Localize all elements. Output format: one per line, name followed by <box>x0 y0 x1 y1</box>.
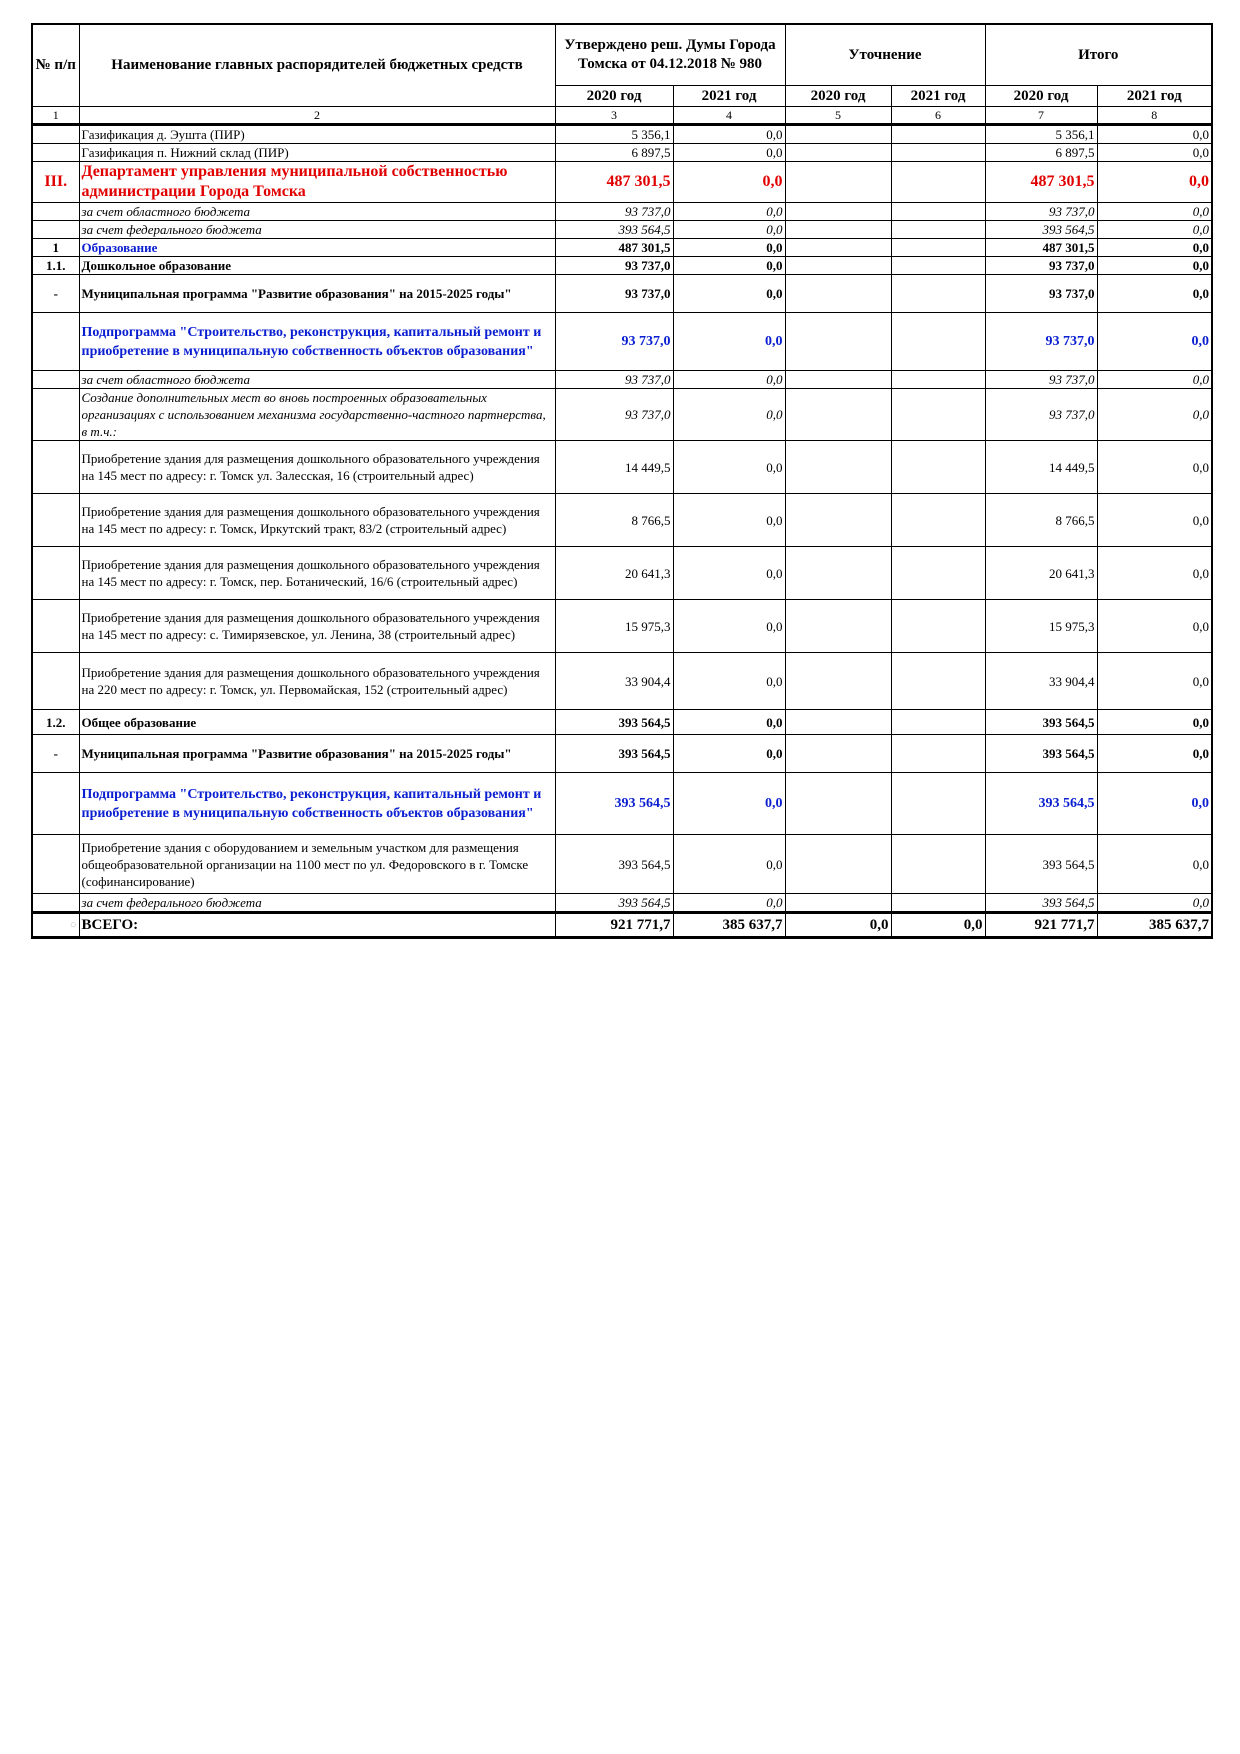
value-clarify-2020 <box>785 313 891 371</box>
column-number: 3 <box>555 107 673 125</box>
column-number: 7 <box>985 107 1097 125</box>
value-clarify-2020 <box>785 275 891 313</box>
value-total-2020: 393 564,5 <box>985 773 1097 835</box>
row-name: Образование <box>79 239 555 257</box>
budget-table <box>31 23 1213 939</box>
col-header-clarify: Уточнение <box>785 24 985 86</box>
value-clarify-2020 <box>785 835 891 894</box>
row-name: за счет областного бюджета <box>79 371 555 389</box>
value-approved-2021: 0,0 <box>673 710 785 735</box>
value-total-2020: 20 641,3 <box>985 547 1097 600</box>
value-clarify-2021 <box>891 239 985 257</box>
table-row <box>32 600 1212 653</box>
table-row-section <box>32 257 1212 275</box>
row-num: 1.1. <box>32 257 79 275</box>
value-approved-2020: 393 564,5 <box>555 835 673 894</box>
row-name: Приобретение здания для размещения дошкольного образовательного учреждения на 145 мест по адресу: с. Тимирязевское, ул. Ленина, 38 (строительный адрес) <box>79 600 555 653</box>
row-name: Приобретение здания для размещения дошкольного образовательного учреждения на 145 мест по адресу: г. Томск, Иркутский тракт, 83/2 (строительный адрес) <box>79 494 555 547</box>
value-total-2021: 0,0 <box>1097 494 1212 547</box>
column-number: 4 <box>673 107 785 125</box>
value-approved-2021: 0,0 <box>673 203 785 221</box>
total-clarify-2021: 0,0 <box>891 913 985 938</box>
total-label: ВСЕГО: <box>79 913 555 938</box>
value-total-2021: 0,0 <box>1097 389 1212 441</box>
value-approved-2021: 0,0 <box>673 257 785 275</box>
value-total-2020: 393 564,5 <box>985 710 1097 735</box>
value-approved-2020: 14 449,5 <box>555 441 673 494</box>
value-approved-2021: 0,0 <box>673 653 785 710</box>
table-row-program <box>32 275 1212 313</box>
value-approved-2021: 0,0 <box>673 162 785 203</box>
row-name: Муниципальная программа "Развитие образования" на 2015-2025 годы" <box>79 735 555 773</box>
total-clarify-2020: 0,0 <box>785 913 891 938</box>
value-total-2020: 487 301,5 <box>985 162 1097 203</box>
value-approved-2021: 0,0 <box>673 894 785 913</box>
value-total-2021: 0,0 <box>1097 275 1212 313</box>
row-name: Муниципальная программа "Развитие образования" на 2015-2025 годы" <box>79 275 555 313</box>
value-clarify-2020 <box>785 389 891 441</box>
value-total-2020: 15 975,3 <box>985 600 1097 653</box>
value-clarify-2020 <box>785 125 891 144</box>
column-number: 5 <box>785 107 891 125</box>
value-clarify-2021 <box>891 773 985 835</box>
value-total-2020: 5 356,1 <box>985 125 1097 144</box>
value-total-2021: 0,0 <box>1097 600 1212 653</box>
row-num <box>32 144 79 162</box>
value-clarify-2020 <box>785 162 891 203</box>
value-clarify-2021 <box>891 203 985 221</box>
value-total-2020: 93 737,0 <box>985 313 1097 371</box>
row-num <box>32 894 79 913</box>
value-approved-2021: 0,0 <box>673 313 785 371</box>
row-name: Приобретение здания для размещения дошкольного образовательного учреждения на 145 мест по адресу: г. Томск ул. Залесская, 16 (строительный адрес) <box>79 441 555 494</box>
table-row <box>32 653 1212 710</box>
value-clarify-2021 <box>891 162 985 203</box>
value-total-2021: 0,0 <box>1097 547 1212 600</box>
table-row <box>32 125 1212 144</box>
table-row <box>32 441 1212 494</box>
value-approved-2020: 393 564,5 <box>555 221 673 239</box>
row-name: Газификация д. Эушта (ПИР) <box>79 125 555 144</box>
value-approved-2020: 487 301,5 <box>555 162 673 203</box>
value-total-2020: 93 737,0 <box>985 257 1097 275</box>
table-row-department <box>32 162 1212 203</box>
value-clarify-2020 <box>785 773 891 835</box>
value-approved-2020: 93 737,0 <box>555 389 673 441</box>
value-clarify-2021 <box>891 257 985 275</box>
value-total-2020: 393 564,5 <box>985 735 1097 773</box>
value-approved-2020: 93 737,0 <box>555 371 673 389</box>
value-total-2021: 0,0 <box>1097 441 1212 494</box>
col-header-approved-2020: 2020 год <box>555 86 673 107</box>
budget-table-sheet <box>31 23 1211 939</box>
value-approved-2020: 393 564,5 <box>555 894 673 913</box>
row-num: III. <box>32 162 79 203</box>
row-num: 1 <box>32 239 79 257</box>
value-clarify-2021 <box>891 835 985 894</box>
value-clarify-2021 <box>891 144 985 162</box>
value-approved-2020: 33 904,4 <box>555 653 673 710</box>
table-row <box>32 494 1212 547</box>
value-approved-2021: 0,0 <box>673 239 785 257</box>
col-header-num: № п/п <box>32 24 79 107</box>
value-approved-2021: 0,0 <box>673 221 785 239</box>
total-approved-2020: 921 771,7 <box>555 913 673 938</box>
value-approved-2020: 20 641,3 <box>555 547 673 600</box>
value-approved-2021: 0,0 <box>673 125 785 144</box>
row-num <box>32 389 79 441</box>
column-number: 2 <box>79 107 555 125</box>
value-clarify-2020 <box>785 441 891 494</box>
value-approved-2021: 0,0 <box>673 494 785 547</box>
total-total-2021: 385 637,7 <box>1097 913 1212 938</box>
value-total-2020: 93 737,0 <box>985 203 1097 221</box>
value-approved-2021: 0,0 <box>673 600 785 653</box>
table-row-section <box>32 710 1212 735</box>
value-approved-2021: 0,0 <box>673 144 785 162</box>
value-total-2020: 33 904,4 <box>985 653 1097 710</box>
row-num <box>32 600 79 653</box>
row-num <box>32 547 79 600</box>
value-clarify-2020 <box>785 494 891 547</box>
row-name: Подпрограмма "Строительство, реконструкция, капитальный ремонт и приобретение в муниципальную собственность объектов образования" <box>79 313 555 371</box>
value-total-2021: 0,0 <box>1097 894 1212 913</box>
total-approved-2021: 385 637,7 <box>673 913 785 938</box>
value-clarify-2020 <box>785 144 891 162</box>
row-name: Приобретение здания с оборудованием и земельным участком для размещения общеобразовательной организации на 1100 мест по ул. Федоровского в г. Томске (софинансирование) <box>79 835 555 894</box>
row-num <box>32 441 79 494</box>
value-clarify-2020 <box>785 371 891 389</box>
row-name: за счет федерального бюджета <box>79 894 555 913</box>
value-approved-2021: 0,0 <box>673 371 785 389</box>
value-total-2021: 0,0 <box>1097 710 1212 735</box>
col-header-total-2020: 2020 год <box>985 86 1097 107</box>
value-clarify-2020 <box>785 894 891 913</box>
value-clarify-2021 <box>891 275 985 313</box>
table-row-subprogram <box>32 313 1212 371</box>
value-approved-2021: 0,0 <box>673 735 785 773</box>
table-row-section <box>32 239 1212 257</box>
row-name: Создание дополнительных мест во вновь построенных образовательных организациях с использованием механизма государственно-частного партнерства, в т.ч.: <box>79 389 555 441</box>
value-clarify-2021 <box>891 600 985 653</box>
value-total-2021: 0,0 <box>1097 239 1212 257</box>
row-num <box>32 773 79 835</box>
col-header-name: Наименование главных распорядителей бюджетных средств <box>79 24 555 107</box>
value-clarify-2020 <box>785 653 891 710</box>
table-row-program <box>32 735 1212 773</box>
value-clarify-2020 <box>785 239 891 257</box>
value-clarify-2020 <box>785 257 891 275</box>
value-clarify-2021 <box>891 441 985 494</box>
value-clarify-2020 <box>785 735 891 773</box>
value-approved-2021: 0,0 <box>673 835 785 894</box>
value-total-2021: 0,0 <box>1097 162 1212 203</box>
table-row <box>32 547 1212 600</box>
value-total-2020: 393 564,5 <box>985 221 1097 239</box>
value-total-2021: 0,0 <box>1097 125 1212 144</box>
value-total-2021: 0,0 <box>1097 203 1212 221</box>
value-approved-2020: 487 301,5 <box>555 239 673 257</box>
row-name: Газификация п. Нижний склад (ПИР) <box>79 144 555 162</box>
row-num <box>32 125 79 144</box>
value-approved-2021: 0,0 <box>673 773 785 835</box>
table-row <box>32 203 1212 221</box>
table-row <box>32 894 1212 913</box>
value-approved-2021: 0,0 <box>673 389 785 441</box>
value-clarify-2021 <box>891 313 985 371</box>
value-approved-2020: 393 564,5 <box>555 773 673 835</box>
value-approved-2020: 93 737,0 <box>555 203 673 221</box>
value-approved-2020: 93 737,0 <box>555 313 673 371</box>
value-clarify-2021 <box>891 547 985 600</box>
value-approved-2020: 6 897,5 <box>555 144 673 162</box>
value-clarify-2020 <box>785 710 891 735</box>
value-approved-2021: 0,0 <box>673 441 785 494</box>
table-row-subprogram <box>32 773 1212 835</box>
value-total-2021: 0,0 <box>1097 313 1212 371</box>
row-name: Общее образование <box>79 710 555 735</box>
col-header-approved: Утверждено реш. Думы Города Томска от 04.12.2018 № 980 <box>555 24 785 86</box>
value-clarify-2021 <box>891 389 985 441</box>
row-name: за счет областного бюджета <box>79 203 555 221</box>
value-clarify-2020 <box>785 221 891 239</box>
value-approved-2021: 0,0 <box>673 547 785 600</box>
total-total-2020: 921 771,7 <box>985 913 1097 938</box>
value-approved-2021: 0,0 <box>673 275 785 313</box>
value-total-2020: 487 301,5 <box>985 239 1097 257</box>
value-clarify-2021 <box>891 710 985 735</box>
row-name: Приобретение здания для размещения дошкольного образовательного учреждения на 145 мест по адресу: г. Томск, пер. Ботанический, 16/6 (строительный адрес) <box>79 547 555 600</box>
row-num <box>32 835 79 894</box>
value-total-2021: 0,0 <box>1097 257 1212 275</box>
row-num: - <box>32 735 79 773</box>
value-approved-2020: 393 564,5 <box>555 710 673 735</box>
row-num <box>32 653 79 710</box>
value-total-2021: 0,0 <box>1097 144 1212 162</box>
value-approved-2020: 8 766,5 <box>555 494 673 547</box>
col-header-clarify-2021: 2021 год <box>891 86 985 107</box>
value-clarify-2021 <box>891 894 985 913</box>
value-approved-2020: 93 737,0 <box>555 257 673 275</box>
row-name: Приобретение здания для размещения дошкольного образовательного учреждения на 220 мест по адресу: г. Томск, ул. Первомайская, 152 (строительный адрес) <box>79 653 555 710</box>
row-num <box>32 313 79 371</box>
table-row <box>32 389 1212 441</box>
row-num: - <box>32 275 79 313</box>
col-header-total-2021: 2021 год <box>1097 86 1212 107</box>
value-total-2020: 93 737,0 <box>985 275 1097 313</box>
value-approved-2020: 5 356,1 <box>555 125 673 144</box>
row-num <box>32 371 79 389</box>
row-name: за счет федерального бюджета <box>79 221 555 239</box>
col-header-total: Итого <box>985 24 1212 86</box>
value-total-2020: 93 737,0 <box>985 389 1097 441</box>
value-clarify-2021 <box>891 125 985 144</box>
column-number: 1 <box>32 107 79 125</box>
value-total-2021: 0,0 <box>1097 835 1212 894</box>
value-clarify-2020 <box>785 547 891 600</box>
col-header-clarify-2020: 2020 год <box>785 86 891 107</box>
table-row <box>32 835 1212 894</box>
value-approved-2020: 93 737,0 <box>555 275 673 313</box>
value-total-2020: 393 564,5 <box>985 835 1097 894</box>
value-total-2020: 14 449,5 <box>985 441 1097 494</box>
value-total-2021: 0,0 <box>1097 735 1212 773</box>
value-approved-2020: 15 975,3 <box>555 600 673 653</box>
column-number-row <box>32 107 1212 125</box>
value-total-2020: 93 737,0 <box>985 371 1097 389</box>
row-num <box>32 221 79 239</box>
row-num <box>32 203 79 221</box>
row-name: Дошкольное образование <box>79 257 555 275</box>
value-total-2021: 0,0 <box>1097 371 1212 389</box>
value-total-2021: 0,0 <box>1097 221 1212 239</box>
value-clarify-2021 <box>891 371 985 389</box>
row-num <box>32 494 79 547</box>
value-total-2021: 0,0 <box>1097 773 1212 835</box>
value-approved-2020: 393 564,5 <box>555 735 673 773</box>
table-row <box>32 221 1212 239</box>
value-total-2021: 0,0 <box>1097 653 1212 710</box>
value-total-2020: 8 766,5 <box>985 494 1097 547</box>
table-row <box>32 371 1212 389</box>
column-number: 8 <box>1097 107 1212 125</box>
value-clarify-2020 <box>785 203 891 221</box>
value-clarify-2021 <box>891 494 985 547</box>
value-clarify-2021 <box>891 735 985 773</box>
col-header-approved-2021: 2021 год <box>673 86 785 107</box>
row-num: 1.2. <box>32 710 79 735</box>
value-clarify-2021 <box>891 221 985 239</box>
row-name: Департамент управления муниципальной собственностью администрации Города Томска <box>79 162 555 203</box>
row-name: Подпрограмма "Строительство, реконструкция, капитальный ремонт и приобретение в муниципальную собственность объектов образования" <box>79 773 555 835</box>
value-clarify-2021 <box>891 653 985 710</box>
value-total-2020: 393 564,5 <box>985 894 1097 913</box>
value-total-2020: 6 897,5 <box>985 144 1097 162</box>
table-row <box>32 144 1212 162</box>
total-marker: ○ <box>32 913 79 938</box>
value-clarify-2020 <box>785 600 891 653</box>
column-number: 6 <box>891 107 985 125</box>
table-row-total <box>32 913 1212 938</box>
